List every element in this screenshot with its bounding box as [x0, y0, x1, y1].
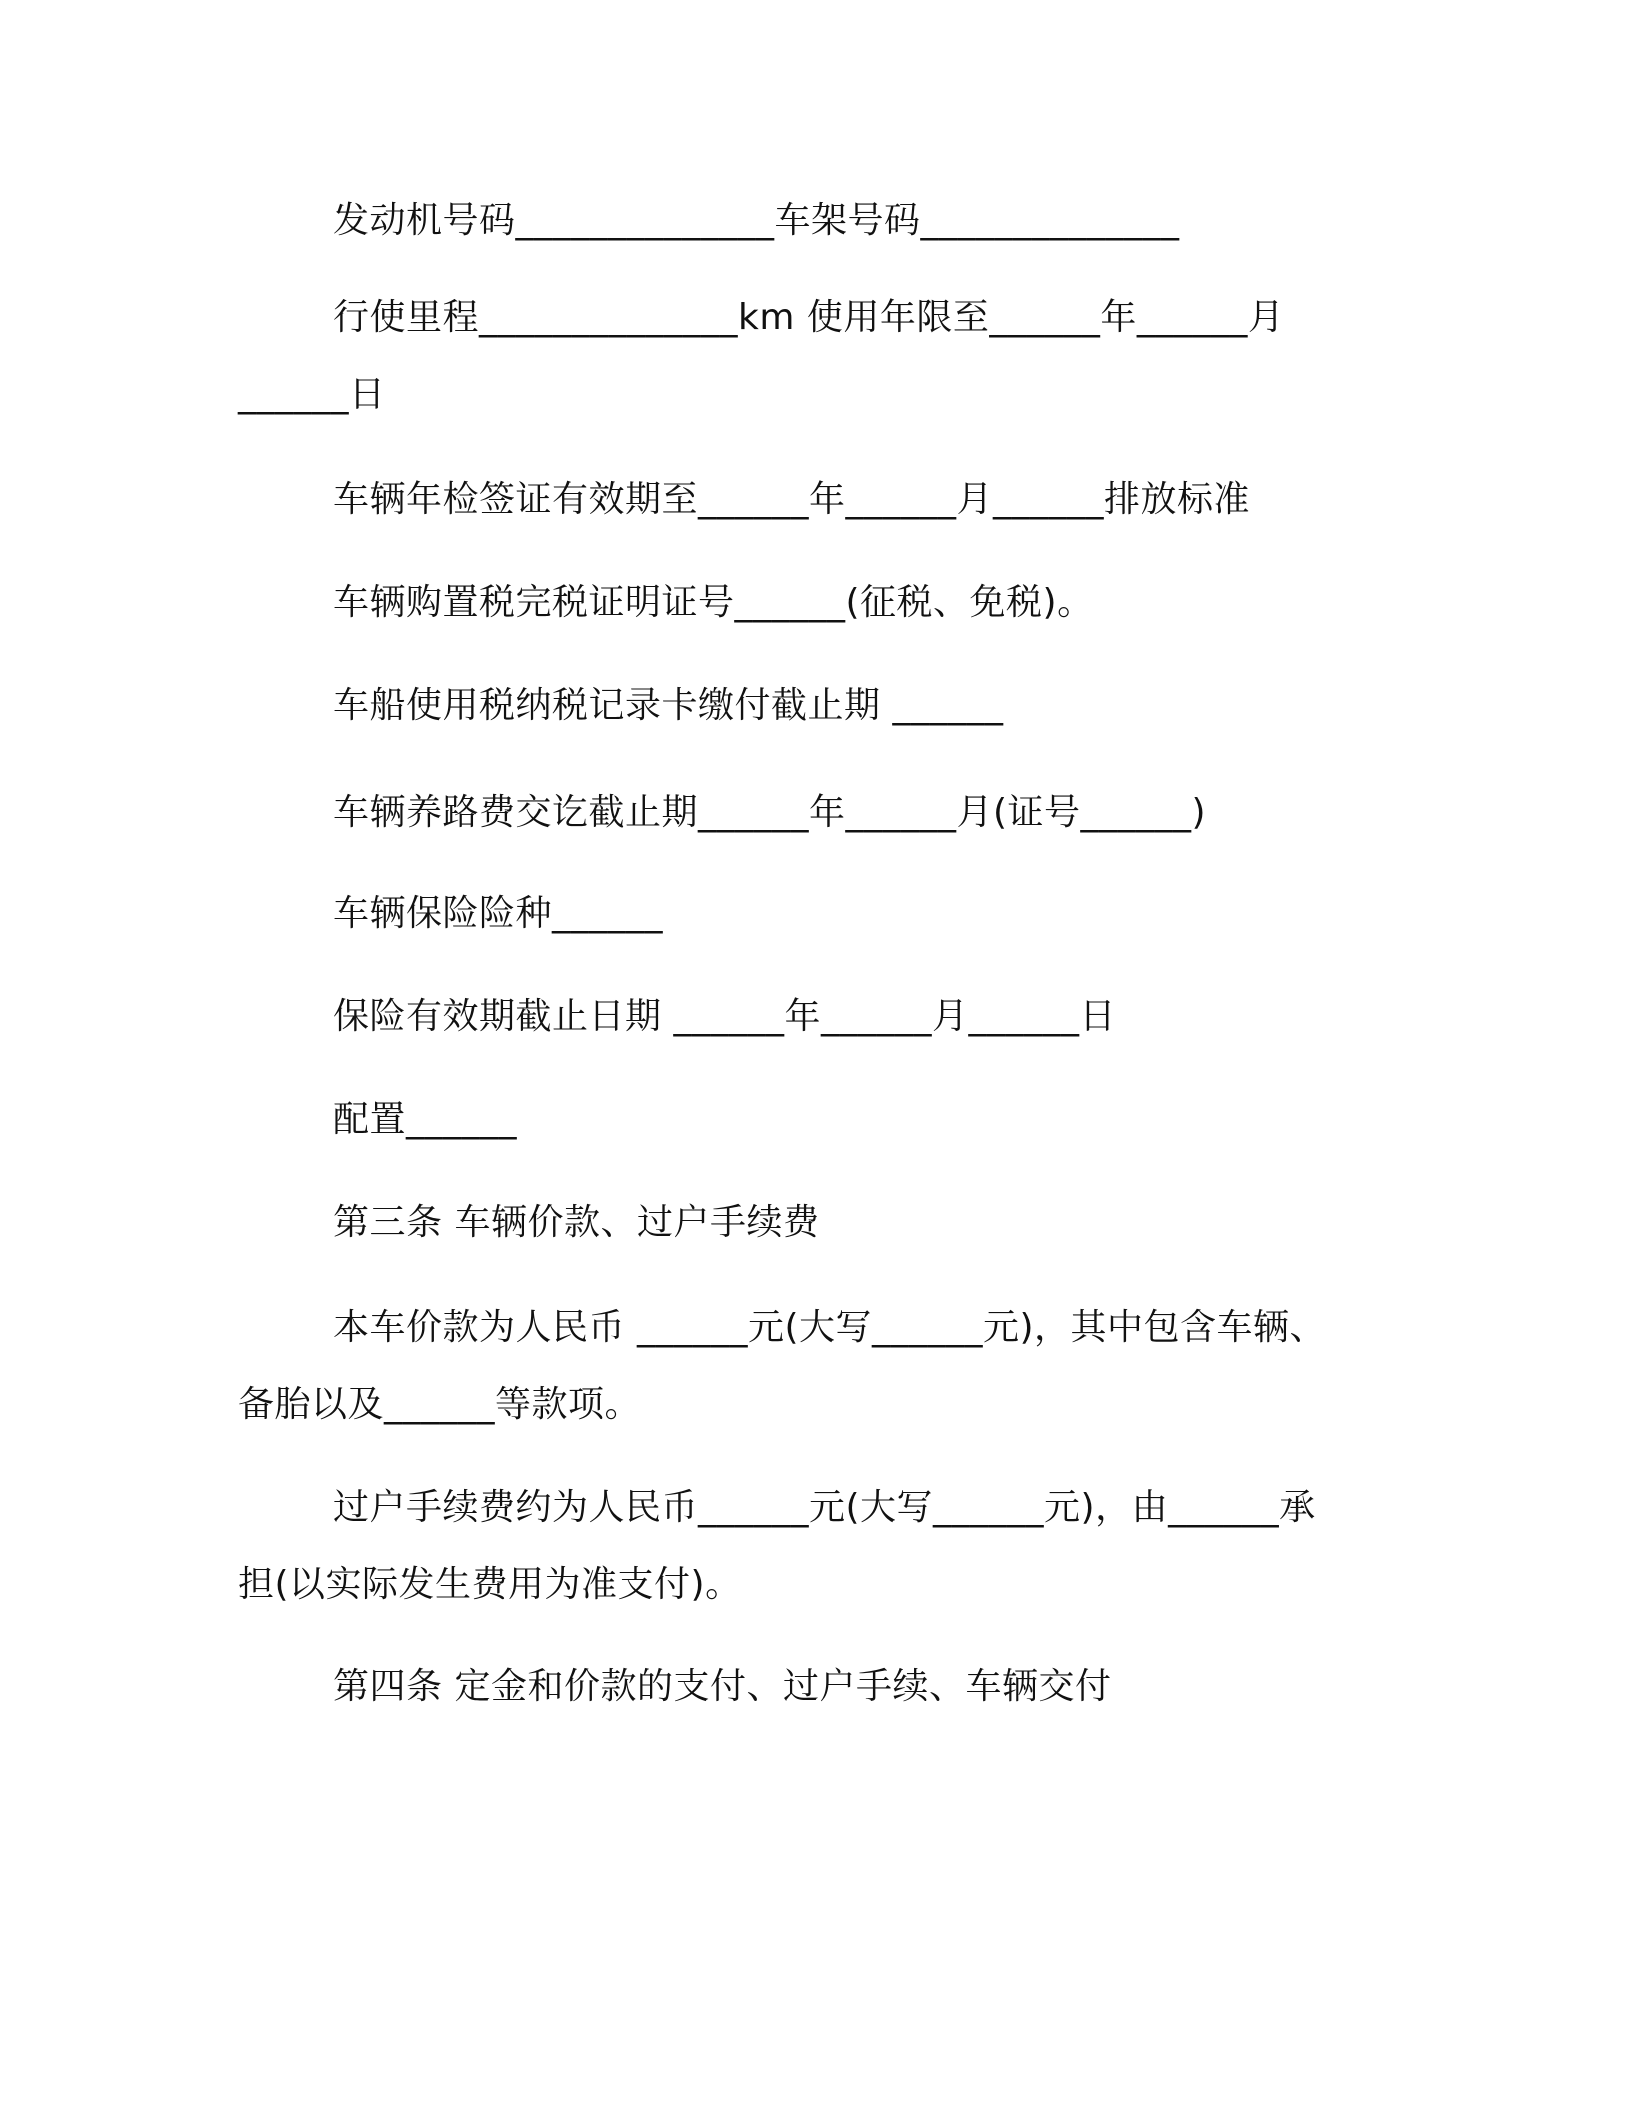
- mileage-usage-line-cont: ______日: [238, 374, 386, 415]
- transfer-fee-line-cont: 担(以实际发生费用为准支付)。: [238, 1564, 742, 1605]
- vehicle-price-line-cont: 备胎以及______等款项。: [238, 1384, 642, 1425]
- article-four-heading: 第四条 定金和价款的支付、过户手续、车辆交付: [333, 1666, 1112, 1707]
- configuration-line: 配置______: [333, 1099, 518, 1140]
- vessel-tax-line: 车船使用税纳税记录卡缴付截止期 ______: [333, 685, 1004, 726]
- insurance-type-line: 车辆保险险种______: [333, 893, 664, 934]
- vehicle-price-line: 本车价款为人民币 ______元(大写______元)，其中包含车辆、: [333, 1307, 1327, 1348]
- article-three-heading: 第三条 车辆价款、过户手续费: [333, 1202, 820, 1243]
- road-fee-line: 车辆养路费交讫截止期______年______月(证号______): [333, 792, 1207, 833]
- insurance-expiry-line: 保险有效期截止日期 ______年______月______日: [333, 996, 1116, 1037]
- engine-frame-number-line: 发动机号码______________车架号码______________: [333, 200, 1180, 241]
- mileage-usage-line: 行使里程______________km 使用年限至______年______月: [333, 297, 1285, 338]
- transfer-fee-line: 过户手续费约为人民币______元(大写______元)，由______承: [333, 1487, 1316, 1528]
- annual-inspection-line: 车辆年检签证有效期至______年______月______排放标准: [333, 479, 1251, 520]
- purchase-tax-line: 车辆购置税完税证明证号______(征税、免税)。: [333, 582, 1094, 623]
